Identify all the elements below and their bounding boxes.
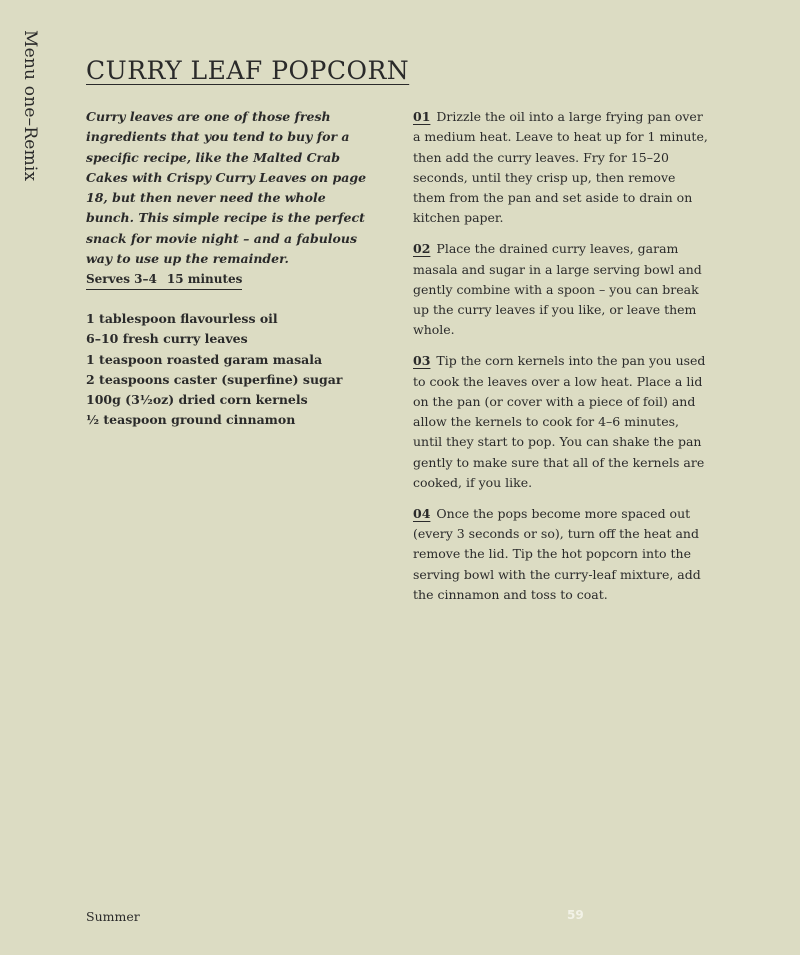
method-steps (413, 107, 711, 616)
method-step (413, 504, 711, 605)
ingredient-item: ½ teaspoon ground cinnamon (86, 412, 296, 428)
step-number: 04 (413, 505, 431, 521)
step-text: Place the drained curry leaves, garam masala and sugar in a large serving bowl and gently combine with a spoon – you can break up the curry leaves if you like, or leave them whole. (413, 241, 702, 338)
method-step (413, 351, 711, 493)
time-label: 15 minutes (166, 272, 243, 286)
step-number: 03 (413, 353, 431, 369)
step-number: 02 (413, 241, 431, 257)
recipe-meta (86, 270, 242, 290)
ingredient-list (86, 309, 342, 431)
step-text: Once the pops become more spaced out (every 3 seconds or so), turn off the heat and remove the lid. Tip the hot popcorn into the serving bowl with the curry-leaf mixture, add the cinnamon and toss to coat. (413, 505, 701, 603)
step-text: Tip the corn kernels into the pan you used to cook the leaves over a low heat. Place a lid on the pan (or cover with a piece of foil) and allow the kernels to cook for 4–6 minutes, until they start to pop. You can shake the pan gently to make sure that all of the kernels are cooked, if you like. (413, 353, 706, 491)
footer-section-label: Summer (86, 909, 140, 924)
ingredient-item: 1 tablespoon flavourless oil (86, 311, 278, 326)
recipe-intro: Curry leaves are one of those fresh ingredients that you tend to buy for a specific recipe, like the Malted Crab Cakes with Crispy Curry Leaves on page 18, but then never need the whole bunch. This simple recipe is the perfect snack for movie night – and a fabulous way to use up the remainder. (86, 109, 367, 267)
step-text: Drizzle the oil into a large frying pan over a medium heat. Leave to heat up for 1 minute, then add the curry leaves. Fry for 15–20 seconds, until they crisp up, then remove them from the pan and set aside to drain on kitchen paper. (413, 109, 708, 226)
method-step (413, 239, 711, 340)
method-step (413, 107, 711, 229)
ingredient-item: 1 teaspoon roasted garam masala (86, 351, 323, 367)
page-number: 59 (567, 908, 584, 922)
serves-label: Serves 3–4 (86, 272, 157, 286)
ingredient-item: 2 teaspoons caster (superfine) sugar (86, 371, 343, 387)
ingredient-item: 6–10 fresh curry leaves (86, 331, 248, 347)
ingredient-item: 100g (3½oz) dried corn kernels (86, 392, 308, 408)
step-number: 01 (413, 109, 431, 124)
recipe-title: CURRY LEAF POPCORN (86, 56, 410, 85)
section-side-title: Menu one–Remix (20, 30, 40, 182)
